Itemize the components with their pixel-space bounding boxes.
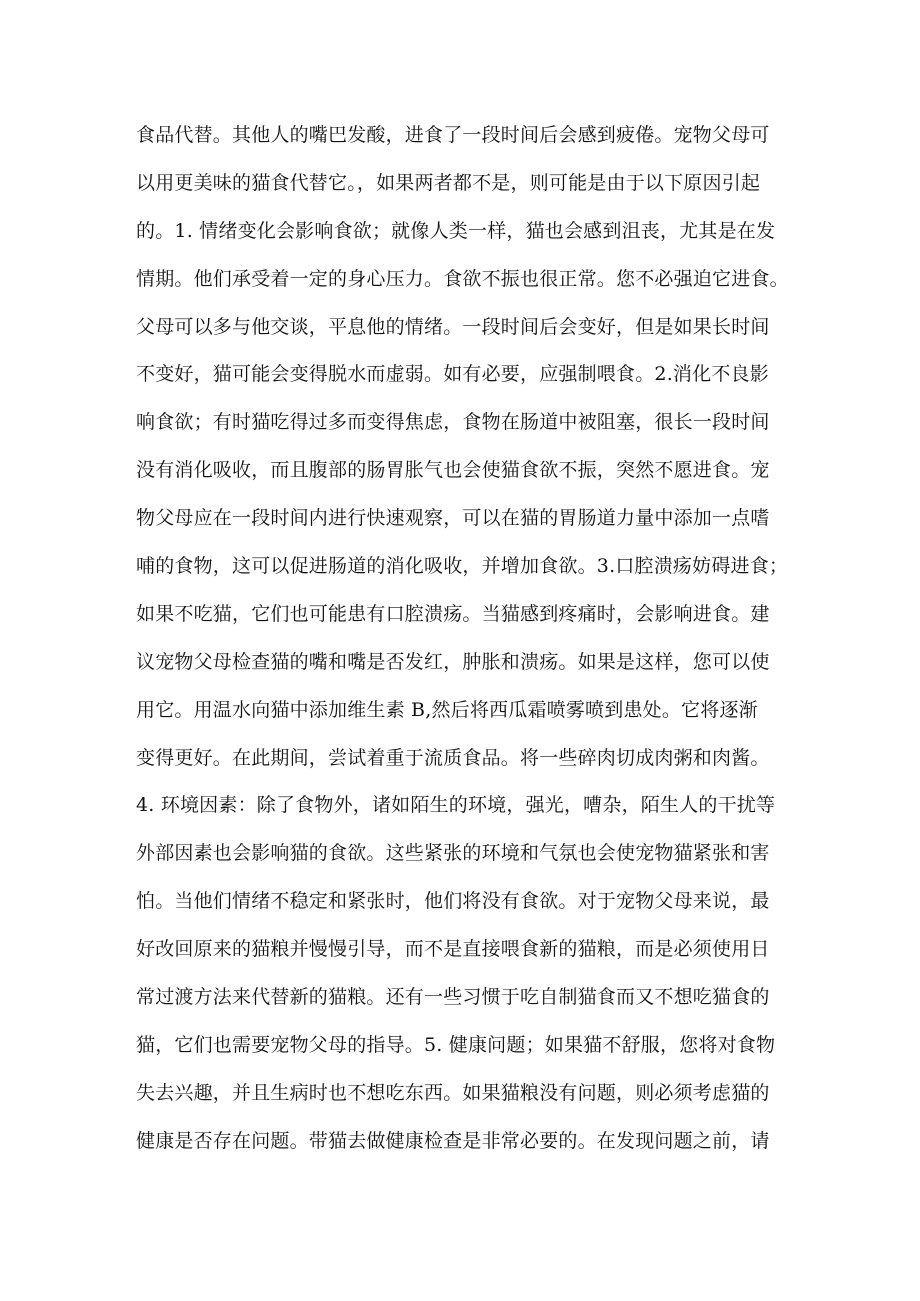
text-line: 外部因素也会影响猫的食欲。这些紧张的环境和气氛也会使宠物猫紧张和害 [136,842,770,865]
text-line: 好改回原来的猫粮并慢慢引导，而不是直接喂食新的猫粮，而是必须使用日 [136,938,770,961]
text-line: 父母可以多与他交谈，平息他的情绪。一段时间后会变好，但是如果长时间 [136,315,770,338]
text-line: 4. 环境因素：除了食物外，诸如陌生的环境，强光，嘈杂，陌生人的干扰等 [136,794,776,817]
text-line: 情期。他们承受着一定的身心压力。食欲不振也很正常。您不必强迫它进食。 [136,267,789,290]
text-line: 常过渡方法来代替新的猫粮。还有一些习惯于吃自制猫食而又不想吃猫食的 [136,986,770,1009]
text-line: 物父母应在一段时间内进行快速观察，可以在猫的胃肠道力量中添加一点嗜 [136,507,770,530]
text-line: 以用更美味的猫食代替它。，如果两者都不是，则可能是由于以下原因引起 [136,171,761,194]
text-line: 的。1. 情绪变化会影响食欲；就像人类一样，猫也会感到沮丧，尤其是在发 [136,219,776,242]
text-line: 哺的食物，这可以促进肠道的消化吸收，并增加食欲。3.口腔溃疡妨碍进食； [136,555,789,578]
text-line: 响食欲；有时猫吃得过多而变得焦虑，食物在肠道中被阻塞，很长一段时间 [136,411,770,434]
text-line: 猫，它们也需要宠物父母的指导。5. 健康问题；如果猫不舒服，您将对食物 [136,1033,776,1056]
text-line: 失去兴趣，并且生病时也不想吃东西。如果猫粮没有问题，则必须考虑猫的 [136,1081,770,1104]
text-line: 议宠物父母检查猫的嘴和嘴是否发红，肿胀和溃疡。如果是这样，您可以使 [136,650,770,673]
text-line: 没有消化吸收，而且腹部的肠胃胀气也会使猫食欲不振，突然不愿进食。宠 [136,459,770,482]
text-line: 用它。用温水向猫中添加维生素 B,然后将西瓜霜喷雾喷到患处。它将逐渐 [136,698,758,721]
text-line: 怕。当他们情绪不稳定和紧张时，他们将没有食欲。对于宠物父母来说，最 [136,890,770,913]
text-line: 变得更好。在此期间，尝试着重于流质食品。将一些碎肉切成肉粥和肉酱。 [136,746,770,769]
text-line: 不变好，猫可能会变得脱水而虚弱。如有必要，应强制喂食。2.消化不良影 [136,363,769,386]
text-line: 如果不吃猫，它们也可能患有口腔溃疡。当猫感到疼痛时，会影响进食。建 [136,602,770,625]
body-text [136,112,816,1166]
text-line: 健康是否存在问题。带猫去做健康检查是非常必要的。在发现问题之前，请 [136,1129,770,1152]
text-line: 食品代替。其他人的嘴巴发酸，进食了一段时间后会感到疲倦。宠物父母可 [136,124,770,146]
